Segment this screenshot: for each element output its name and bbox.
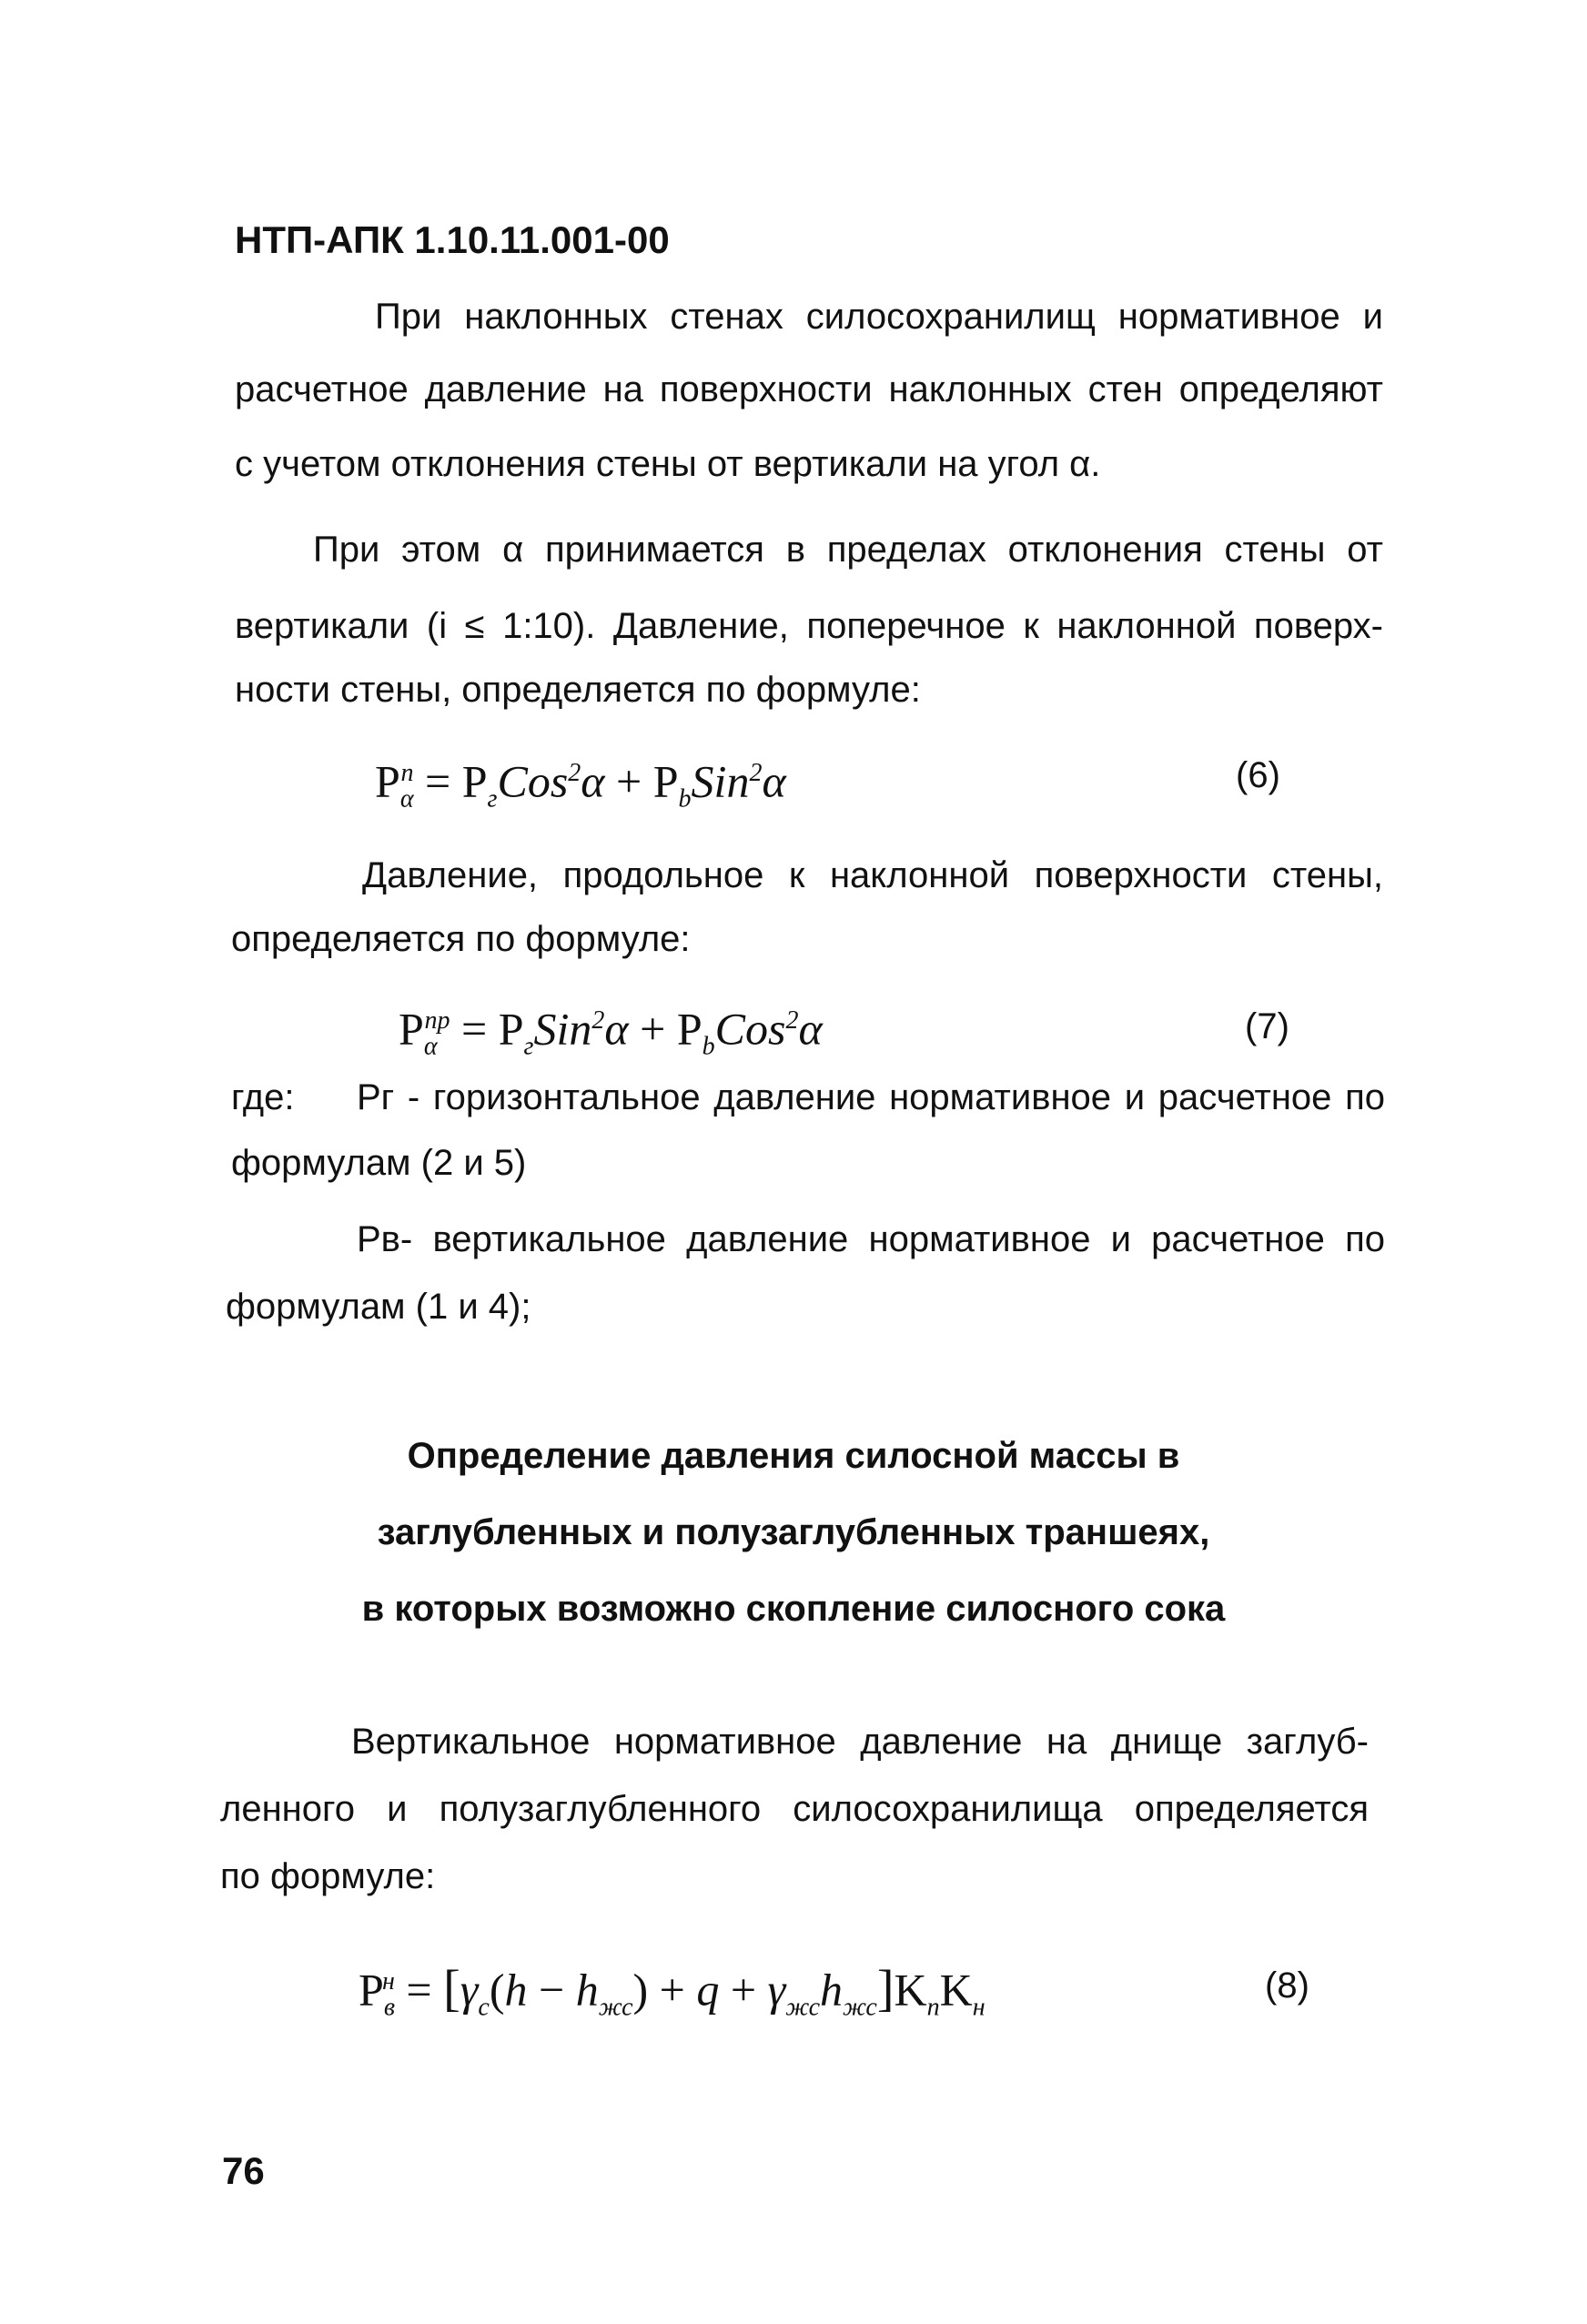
page-number: 76 (222, 2149, 265, 2192)
section-heading-line1: Определение давления силосной массы в (407, 1436, 1180, 1476)
para3-line2: определяется по формуле: (231, 919, 691, 959)
para1-line1: При наклонных стенах силосохранилищ нормативное и (375, 297, 1383, 337)
where-pr-line2: формулам (2 и 5) (231, 1143, 527, 1183)
para1-line2: расчетное давление на поверхности наклонных стен определяют (235, 369, 1383, 409)
para3-line1: Давление, продольное к наклонной поверхности стены, (362, 855, 1383, 895)
section-heading-line2: заглубленных и полузаглубленных траншеях, (377, 1512, 1210, 1552)
para2-line1: При этом α принимается в пределах отклонения стены от (313, 530, 1383, 570)
where-label: где: (231, 1077, 295, 1117)
where-pv-line1: Pв- вертикальное давление нормативное и расчетное по (357, 1219, 1385, 1259)
formula-6-number: (6) (1236, 755, 1280, 795)
formula-6: $P_\alpha^n = P_гCos^2\alpha + P_bSin^2\alpha$ (375, 755, 786, 813)
formula-7-number: (7) (1245, 1006, 1289, 1046)
para2-line2: вертикали (i ≤ 1:10). Давление, поперечное к наклонной поверх- (235, 606, 1383, 646)
para2-line3: ности стены, определяется по формуле: (235, 670, 921, 710)
formula-8-number: (8) (1265, 1965, 1309, 2006)
formula-7: $P_\alpha^{пр} = P_гSin^2\alpha + P_bCos^2\alpha$ (399, 1003, 823, 1061)
formula-8: $P_в^н = [\gamma_c(h - h_{жс}) + q + \gamma_{жс}h_{жс}]K_nK_н$ (359, 1960, 986, 2022)
para4-line1: Вертикальное нормативное давление на днище заглуб- (351, 1722, 1369, 1762)
para4-line2: ленного и полузаглубленного силосохранилища определяется (220, 1789, 1369, 1829)
document-code: НТП-АПК 1.10.11.001-00 (235, 218, 670, 261)
section-heading-line3: в которых возможно скопление силосного сока (361, 1589, 1226, 1629)
where-pr-line1: Pг - горизонтальное давление нормативное и расчетное по (357, 1077, 1385, 1117)
where-pv-line2: формулам (1 и 4); (226, 1287, 531, 1327)
para1-line3: с учетом отклонения стены от вертикали на угол α. (235, 444, 1101, 484)
para4-line3: по формуле: (220, 1856, 436, 1896)
